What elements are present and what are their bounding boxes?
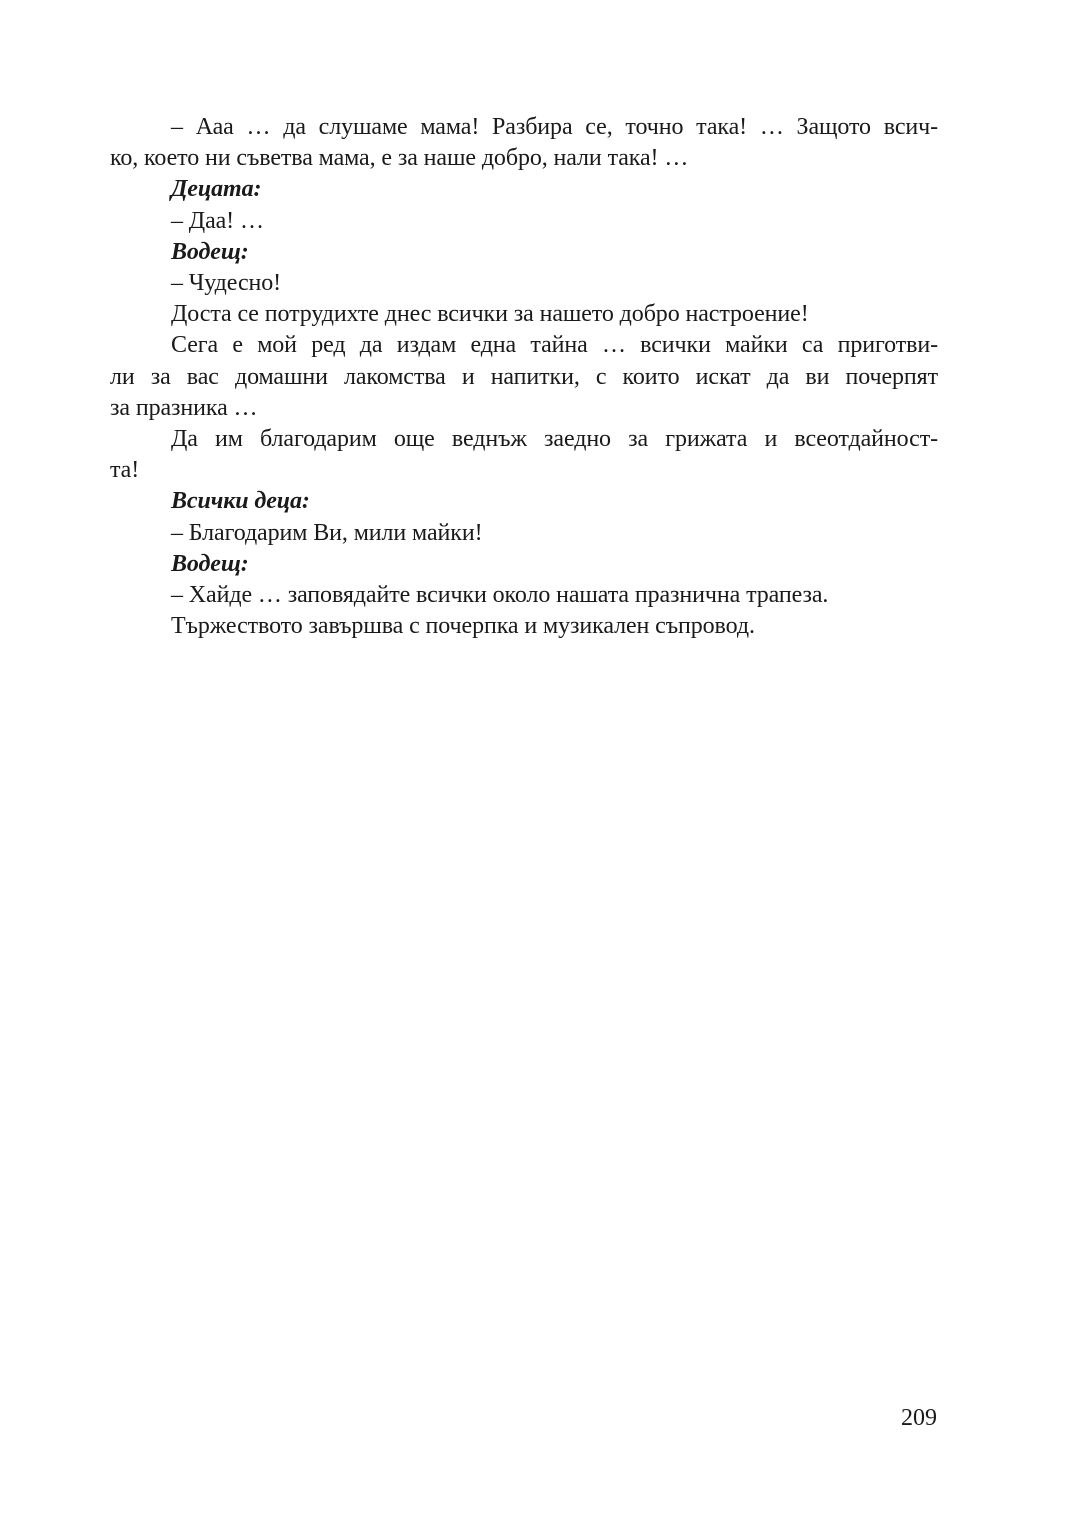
page-body-text — [110, 112, 938, 642]
dialogue-line: – Даа! … — [171, 207, 264, 234]
speaker-label: Всички деца: — [171, 488, 310, 515]
dialogue-line: Сега е мой ред да издам една тайна … всички майки са приготви- — [171, 332, 938, 359]
speaker-label: Децата: — [171, 176, 262, 203]
stage-direction: Тържеството завършва с почерпка и музикален съпровод. — [171, 613, 755, 640]
dialogue-line: – Благодарим Ви, мили майки! — [171, 519, 483, 546]
speaker-label: Водещ: — [171, 238, 249, 265]
dialogue-line: та! — [110, 457, 140, 484]
dialogue-line: Доста се потрудихте днес всички за нашето добро настроение! — [171, 301, 809, 328]
dialogue-line: ли за вас домашни лакомства и напитки, с които искат да ви почерпят — [110, 363, 938, 390]
dialogue-line: за празника … — [110, 394, 258, 421]
dialogue-line: – Ааа … да слушаме мама! Разбира се, точно така! … Защото всич- — [171, 114, 938, 140]
speaker-label: Водещ: — [171, 550, 249, 577]
page-number: 209 — [901, 1405, 937, 1431]
dialogue-line: ко, което ни съветва мама, е за наше добро, нали така! … — [110, 145, 689, 172]
dialogue-line: – Хайде … заповядайте всички около нашата празнична трапеза. — [171, 582, 829, 609]
dialogue-line: Да им благодарим още веднъж заедно за грижата и всеотдайност- — [171, 426, 938, 453]
dialogue-line: – Чудесно! — [171, 270, 282, 297]
